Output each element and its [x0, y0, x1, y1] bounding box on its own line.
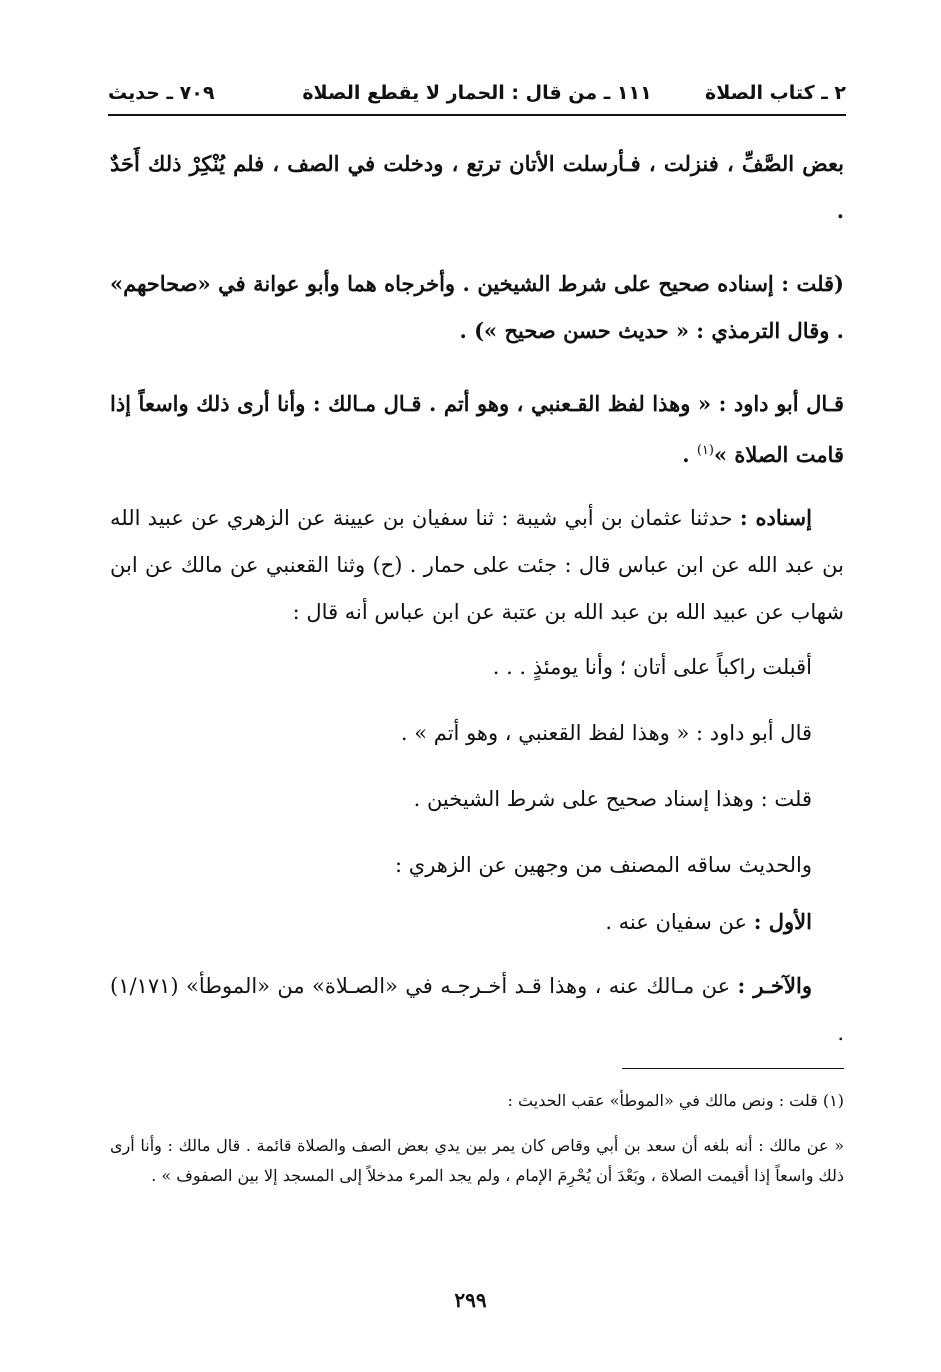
footnote-divider: [622, 1068, 844, 1069]
first-route-label: الأول :: [753, 909, 812, 934]
second-route-label: والآخـر :: [737, 973, 812, 998]
paragraph-sahih-note: قلت : وهذا إسناد صحيح على شرط الشيخين .: [413, 787, 812, 811]
paragraph-second-route: [110, 962, 844, 1057]
first-route-text: عن سفيان عنه .: [605, 910, 754, 934]
second-route-text: عن مـالك عنه ، وهذا قـد أخـرجـه في «الصـلاة» من «الموطأ» (١/١٧١) .: [110, 974, 844, 1045]
abu-dawud-comment-end: .: [682, 442, 697, 467]
footnote-1-intro: (١) قلت : ونص مالك في «الموطأ» عقب الحديث :: [507, 1091, 844, 1110]
paragraph-abu-dawud-note: قال أبو داود : « وهذا لفظ القعنبي ، وهو أتم » .: [400, 721, 812, 745]
isnad-label: إسناده :: [739, 505, 812, 530]
footnote-marker[interactable]: (١): [696, 443, 714, 458]
header-chapter-title: ١١١ ـ من قال : الحمار لا يقطع الصلاة: [302, 82, 652, 104]
header-hadith-number: ٧٠٩ ـ حديث: [108, 82, 215, 104]
header-book-title: ٢ ـ كتاب الصلاة: [705, 82, 846, 104]
paragraph-isnad: [110, 494, 844, 636]
paragraph-abu-dawud-comment: [110, 380, 844, 478]
abu-dawud-comment-text: قـال أبو داود : « وهذا لفظ القـعنبي ، وهو أتم . قـال مـالك : وأنا أرى ذلك واسعاً إذا قامت الصلاة »: [110, 391, 844, 467]
paragraph-first-route: [110, 898, 844, 946]
paragraph-two-routes: والحديث ساقه المصنف من وجهين عن الزهري :: [395, 853, 812, 877]
page-number: ٢٩٩: [454, 1288, 487, 1312]
footnote-1-quote: « عن مالك : أنه بلغه أن سعد بن أبي وقاص كان يمر بين يدي بعض الصف والصلاة قائمة . قال مالك : وأنا أرى ذلك واسعاً إذا أقيمت الصلاة ، وبَعْدَ أن يُحْرِمَ الإمام ، ولم يجد المرء مدخلاً إلى المسجد إلا بين الصفوف » .: [110, 1136, 844, 1185]
paragraph-narration: أقبلت راكباً على أتان ؛ وأنا يومئذٍ . . .: [492, 655, 812, 679]
isnad-text: حدثنا عثمان بن أبي شيبة : ثنا سفيان بن عيينة عن الزهري عن عبيد الله بن عبد الله عن ابن عباس قال : جئت على حمار . (ح) وثنا القعنبي عن مالك عن ابن شهاب عن عبيد الله بن عبد الله بن عتبة عن ابن عباس أنه قال :: [110, 506, 844, 624]
paragraph-grading-note: (قلت : إسناده صحيح على شرط الشيخين . وأخرجاه هما وأبو عوانة في «صحاحهم» . وقال الترمذي : « حديث حسن صحيح ») .: [110, 271, 844, 343]
running-header: [108, 74, 846, 116]
paragraph-hadith-ending: بعض الصَّفِّ ، فنزلت ، فـأرسلت الأتان ترتع ، ودخلت في الصف ، فلم يُنْكِرْ ذلك أَحَدٌ .: [110, 151, 844, 223]
